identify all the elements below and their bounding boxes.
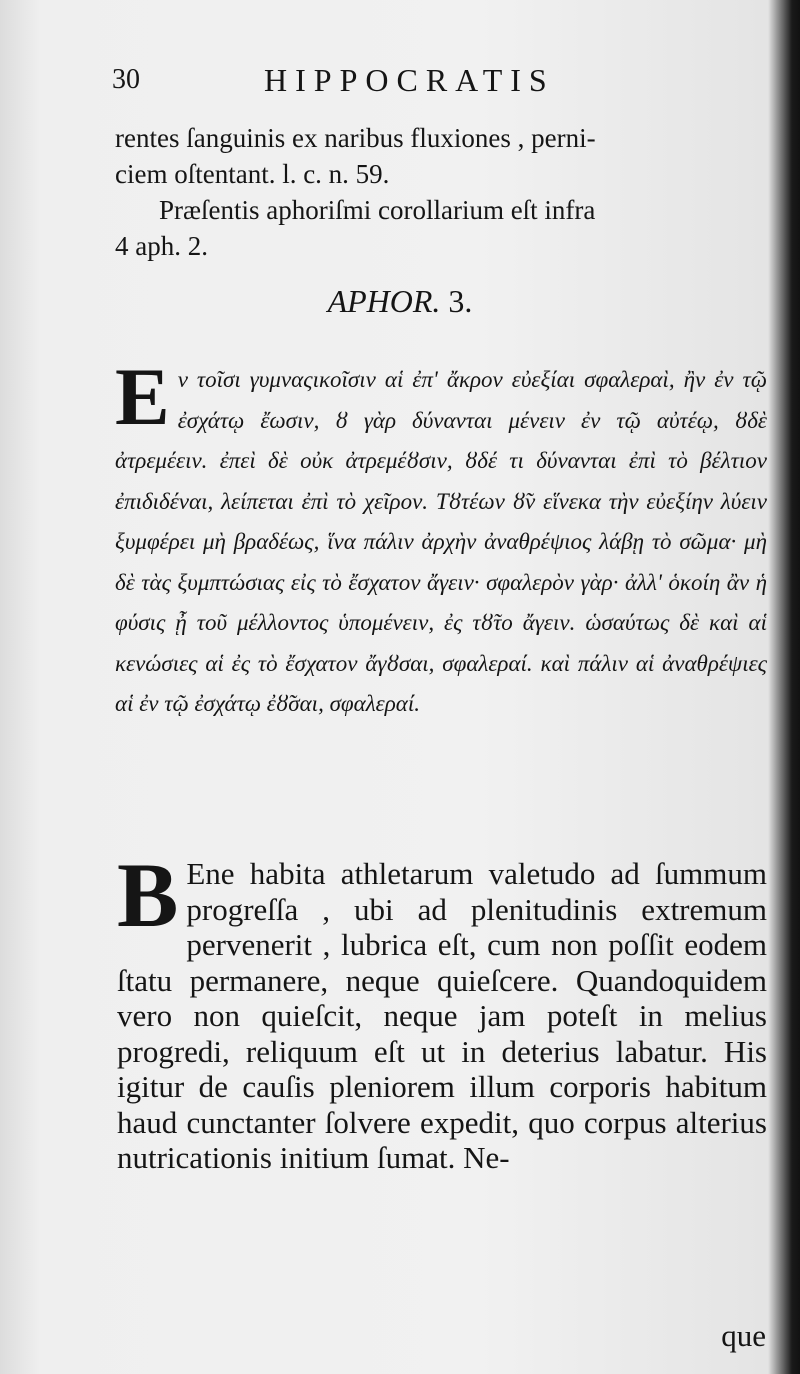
aphorism-label: APHOR. xyxy=(327,283,441,319)
intro-line: ciem oſtentant. l. c. n. 59. xyxy=(115,159,390,189)
page-number: 30 xyxy=(112,64,140,95)
page-header xyxy=(112,62,772,106)
aphorism-heading xyxy=(0,283,800,320)
intro-line: rentes ſanguinis ex naribus fluxiones , perni- xyxy=(115,123,596,153)
latin-text-block xyxy=(117,844,767,1176)
greek-paragraph: ν τοῖσι γυμναςικοῖσιν αἱ ἐπ' ἄκρον εὐεξίαι σφαλεραὶ, ἢν ἐν τῷ ἐσχάτῳ ἔωσιν, ȣ γὰρ δύνανται μένειν ἐν τῷ αὐτέῳ, ȣδὲ ἀτρεμέειν. ἐπεὶ δὲ οὐκ ἀτρεμέȣσιν, ȣδέ τι δύνανται ἐπὶ τὸ βέλτιον ἐπιδιδέναι, λείπεται ἐπὶ τὸ χεῖρον. Τȣτέων ȣ̃ν εἵνεκα τὴν εὐεξίην λύειν ξυμφέρει μὴ βραδέως, ἵνα πάλιν ἀρχὴν ἀναθρέψιος λάβῃ τὸ σῶμα· μὴ δὲ τὰς ξυμπτώσιας εἰς τὸ ἔσχατον ἄγειν· σφαλερὸν γὰρ· ἀλλ' ὁκοίη ἂν ἡ φύσις ᾖ τοῦ μέλλοντος ὑπομένειν, ἐς τȣ̃το ἄγειν. ὡσαύτως δὲ καὶ αἱ κενώσιες αἱ ἐς τὸ ἔσχατον ἄγȣσαι, σφαλεραί. καὶ πάλιν αἱ ἀναθρέψιες αἱ ἐν τῷ ἐσχάτῳ ἐȣ̃σαι, σφαλεραί. xyxy=(115,367,767,716)
running-head: HIPPOCRATIS xyxy=(264,62,555,98)
catchword: que xyxy=(721,1318,766,1353)
greek-drop-cap: Ε xyxy=(115,351,170,442)
aphorism-number: 3. xyxy=(448,283,473,319)
latin-paragraph: Ene habita athletarum valetudo ad ſummum progreſſa , ubi ad plenitudinis extremum pervenerit , lubrica eſt, cum non poſſit eodem ſtatu permanere, neque quieſcere. Quandoquidem vero non quieſcit, neque jam poteſt in melius progredi, reliquum eſt ut in deterius labatur. His igitur de cauſis pleniorem illum corporis habitum haud cunctanter ſolvere expedit, quo corpus alterius nutricationis initium ſumat. Ne- xyxy=(117,856,767,1175)
latin-drop-cap: B xyxy=(117,844,179,946)
greek-text-block xyxy=(115,351,767,725)
intro-line: Præſentis aphoriſmi corollarium eſt infra xyxy=(159,195,596,225)
intro-paragraph xyxy=(115,120,770,264)
intro-line: 4 aph. 2. xyxy=(115,231,208,261)
